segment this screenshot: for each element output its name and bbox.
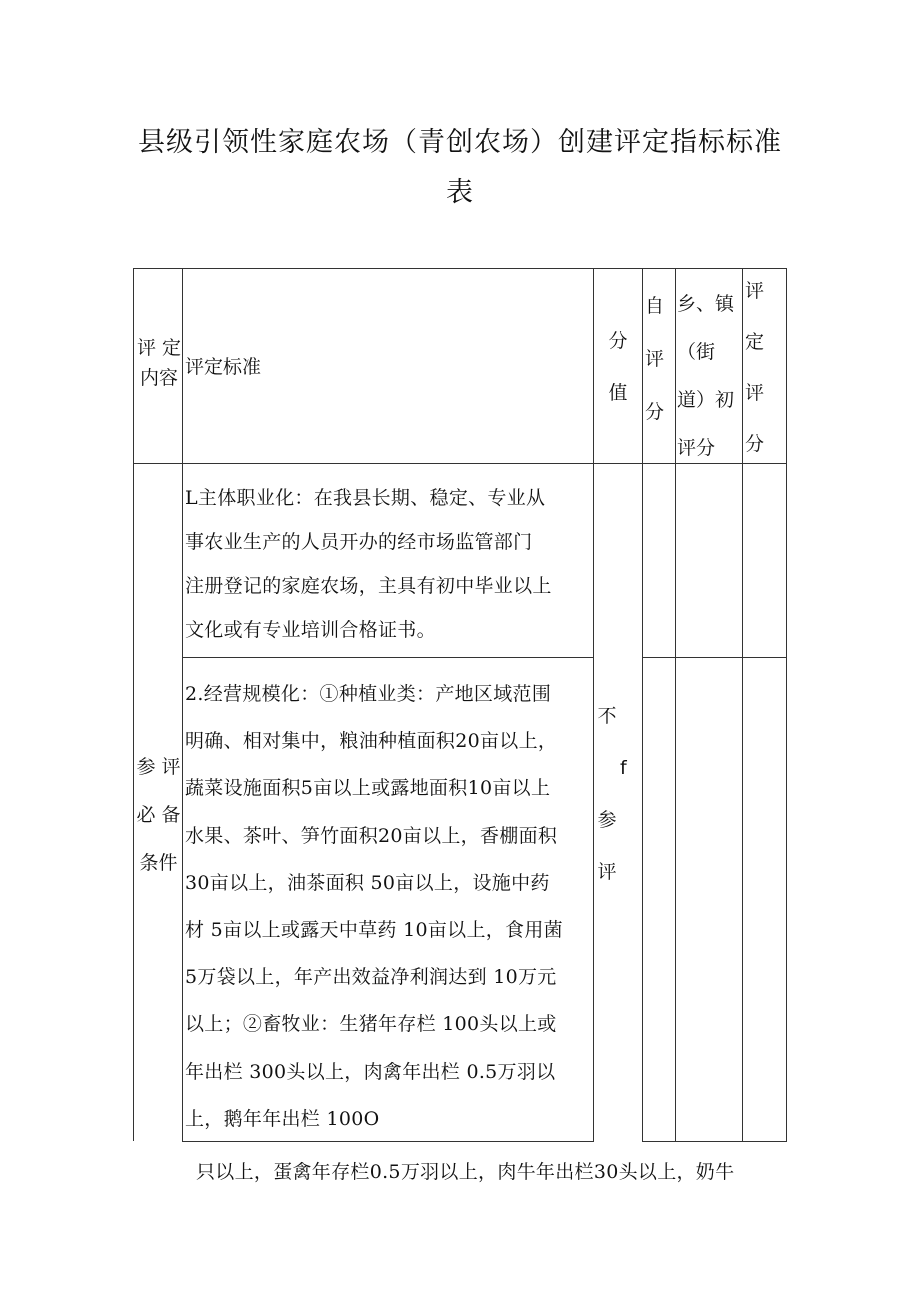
header-self-char: 自: [645, 295, 665, 317]
header-content-line-1: 评 定: [136, 337, 182, 359]
header-final-char: 分: [745, 433, 765, 455]
criterion-2-line: 30亩以上，油茶面积 50亩以上，设施中药: [185, 871, 550, 894]
header-content-line-2: 内容: [139, 367, 178, 389]
header-final-char: 评: [745, 382, 765, 404]
row-label-line: 必 备: [136, 804, 181, 826]
score-note-not-scored: [594, 690, 627, 898]
criterion-2-line: 水果、茶叶、笋竹面积20亩以上，香棚面积: [185, 824, 558, 847]
header-score-char: 分: [608, 330, 628, 352]
header-final-char: 评: [745, 280, 765, 302]
criterion-1-line: 事农业生产的人员开办的经市场监管部门: [185, 531, 533, 553]
criterion-2-line: 材 5亩以上或露天中草药 10亩以上，食用菌: [185, 919, 563, 942]
col-line-left: [133, 268, 134, 1141]
header-self-char: 评: [645, 348, 665, 370]
table-bottom-border-right: [642, 1141, 787, 1142]
criterion-2-line: 2.经营规模化：①种植业类：产地区域范围: [185, 683, 552, 705]
title-line-2: 表: [446, 177, 474, 208]
header-town-line: 乡、镇: [677, 293, 735, 315]
criterion-2-line: 以上；②畜牧业：生猪年存栏 100头以上或: [185, 1013, 557, 1036]
title-line-1: 县级引领性家庭农场（青创农场）创建评定指标标准: [138, 127, 782, 158]
header-self-score: [643, 280, 677, 439]
header-final-char: 定: [745, 331, 765, 353]
header-standard: 评定标准: [185, 356, 262, 378]
criterion-2-text: [185, 671, 595, 1143]
document-title: [120, 118, 800, 218]
criterion-1-line: L主体职业化：在我县长期、稳定、专业从: [185, 487, 546, 509]
criterion-2-line: 年出栏 300头以上，肉禽年出栏 0.5万羽以: [185, 1060, 556, 1083]
row-label-line: 条件: [139, 852, 178, 874]
row-divider-scores: [642, 657, 787, 658]
criterion-1-line: 注册登记的家庭农场，主具有初中毕业以上: [185, 575, 552, 597]
header-town-line: （街: [677, 341, 716, 363]
criterion-2-line: 蔬菜设施面积5亩以上或露地面积10亩以上: [185, 777, 551, 800]
criterion-2-line: 明确、相对集中，粮油种植面积20亩以上，: [185, 730, 558, 753]
row-label-required-conditions: [135, 743, 182, 887]
criterion-2-line: 5万袋以上，年产出效益净利润达到 10万元: [185, 966, 557, 989]
continuation-text: 只以上，蛋禽年存栏0.5万羽以上，肉牛年出栏30头以上，奶牛: [196, 1161, 735, 1183]
header-self-char: 分: [645, 401, 665, 423]
header-final-score: [743, 266, 773, 470]
header-town-line: 评分: [677, 437, 716, 459]
col-line-standard: [182, 268, 183, 1142]
score-note-char: 评: [597, 861, 617, 883]
header-town-line: 道）初: [677, 389, 735, 411]
row-divider-standard: [182, 657, 593, 658]
header-score-char: 值: [608, 382, 628, 404]
row-label-line: 参 评: [136, 756, 181, 778]
table-top-border: [133, 268, 787, 269]
header-score: [594, 315, 642, 419]
score-note-char: 不: [597, 705, 617, 727]
criterion-2-line: 上，鹅年年出栏 100O: [185, 1107, 380, 1130]
header-content: [136, 333, 182, 393]
score-note-char: f: [620, 757, 627, 779]
header-town-score: [677, 280, 743, 472]
criterion-1-text: [185, 476, 595, 652]
col-line-right: [786, 268, 787, 1142]
score-note-char: 参: [597, 809, 617, 831]
criterion-1-line: 文化或有专业培训合格证书。: [185, 619, 436, 641]
